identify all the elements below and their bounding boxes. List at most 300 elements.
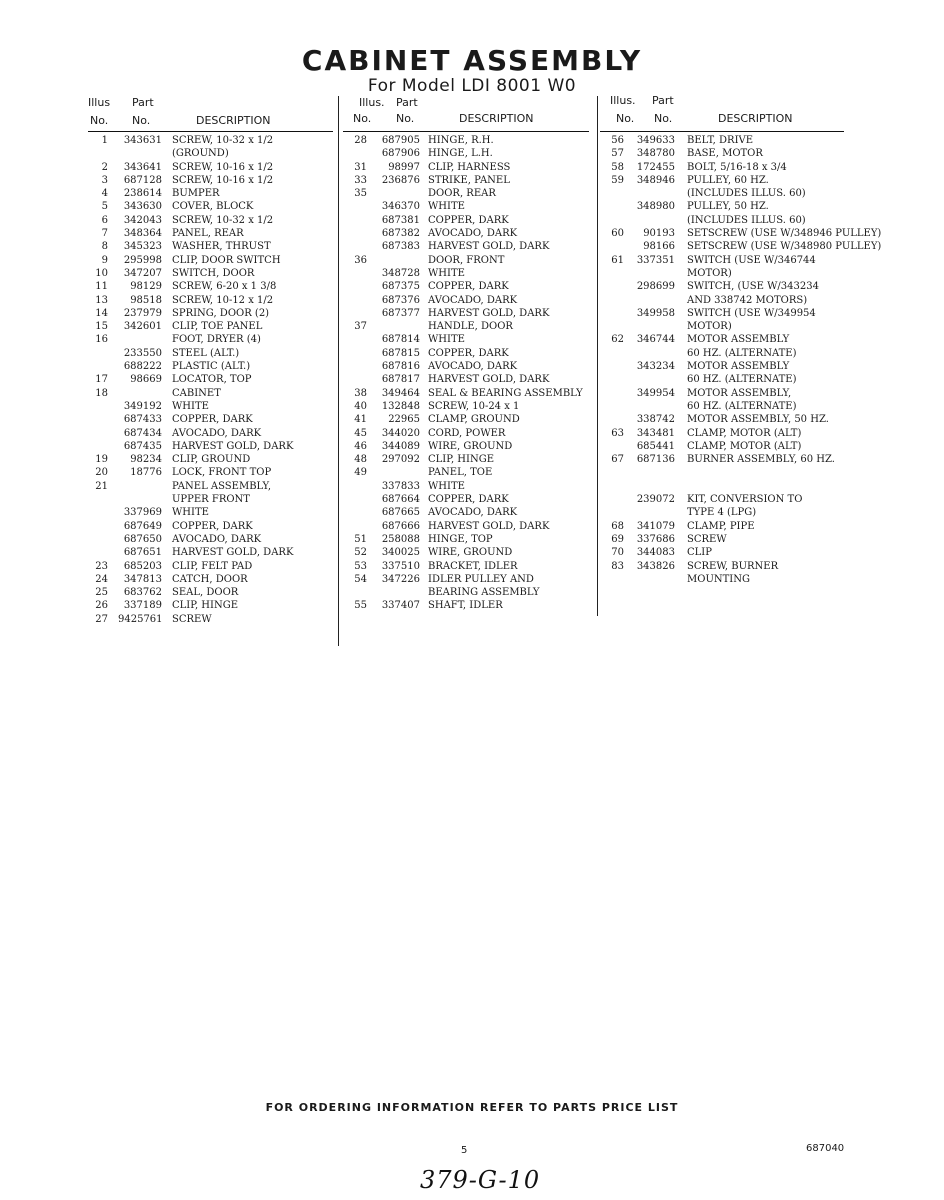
part-description: LOCATOR, TOP [172, 374, 252, 386]
part-description: PULLEY, 50 HZ. [687, 201, 769, 213]
illus-number: 51 [354, 533, 367, 545]
part-description: HARVEST GOLD, DARK [172, 547, 294, 559]
part-description: CLIP, FELT PAD [172, 560, 253, 572]
page-title: CABINET ASSEMBLY [301, 44, 643, 77]
part-number: 343234 [636, 361, 675, 373]
description-header: DESCRIPTION [196, 114, 271, 127]
part-number: 683762 [123, 587, 162, 599]
parts-row [343, 240, 589, 253]
part-description: SEAL & BEARING ASSEMBLY [428, 387, 583, 399]
part-description: BASE, MOTOR [687, 148, 763, 160]
part-number: 688222 [123, 361, 162, 373]
part-description: CORD, POWER [428, 427, 506, 439]
part-number: 132848 [381, 400, 420, 412]
illus-number: 48 [354, 454, 367, 466]
parts-row [88, 520, 333, 533]
part-number: 98669 [130, 374, 162, 386]
parts-row [343, 187, 589, 200]
parts-row [88, 214, 333, 227]
parts-row [600, 347, 890, 360]
parts-row [600, 440, 890, 453]
parts-row [343, 161, 589, 174]
part-number: 90193 [643, 228, 675, 240]
part-description: AVOCADO, DARK [172, 427, 262, 439]
parts-column-1 [88, 94, 333, 626]
illus-no-header: No. [353, 112, 372, 125]
part-number: 345323 [123, 241, 162, 253]
description-header: DESCRIPTION [459, 112, 534, 125]
illus-number: 4 [101, 188, 108, 200]
parts-row [88, 307, 333, 320]
part-description: HARVEST GOLD, DARK [428, 241, 550, 253]
part-description: 60 HZ. (ALTERNATE) [687, 374, 797, 386]
illus-number: 40 [354, 400, 367, 412]
part-description: CLIP, HINGE [428, 454, 495, 466]
part-description: COVER, BLOCK [172, 201, 254, 213]
part-number: 687375 [381, 281, 420, 293]
part-description: SCREW, BURNER [687, 560, 779, 572]
part-number: 687376 [381, 294, 420, 306]
part-description: COPPER, DARK [428, 214, 509, 226]
parts-row [600, 560, 890, 573]
part-description: KIT, CONVERSION TO [687, 494, 803, 506]
part-description: (INCLUDES ILLUS. 60) [687, 214, 806, 226]
part-description: SCREW [687, 533, 727, 545]
parts-row [600, 373, 890, 386]
part-description: WHITE [428, 201, 465, 213]
parts-row [343, 267, 589, 280]
part-description: WIRE, GROUND [428, 440, 513, 452]
illus-number: 9 [101, 254, 108, 266]
part-description: MOTOR ASSEMBLY, [687, 387, 792, 399]
part-description: MOTOR) [687, 321, 732, 333]
part-description: BEARING ASSEMBLY [428, 587, 540, 599]
parts-row [343, 599, 589, 612]
part-number: 685203 [123, 560, 162, 572]
parts-row [343, 147, 589, 160]
part-number: 347207 [123, 267, 162, 279]
parts-row [88, 267, 333, 280]
part-description: CLIP, HINGE [172, 600, 239, 612]
part-description: COPPER, DARK [428, 494, 509, 506]
part-description: MOTOR) [687, 267, 732, 279]
part-description: CLIP [687, 547, 712, 559]
illus-number: 27 [95, 613, 108, 625]
column-divider-1 [338, 96, 339, 646]
parts-row [343, 333, 589, 346]
part-number: 687816 [381, 361, 420, 373]
part-description: PANEL, REAR [172, 228, 244, 240]
part-number: 342043 [123, 214, 162, 226]
part-header: Part [652, 94, 674, 107]
part-number: 342601 [123, 321, 162, 333]
parts-row [88, 613, 333, 626]
parts-row [88, 599, 333, 612]
column-divider-2 [597, 96, 598, 616]
parts-row [88, 200, 333, 213]
part-description: HANDLE, DOOR [428, 321, 513, 333]
parts-row [343, 254, 589, 267]
parts-row [600, 280, 890, 293]
part-number: 687815 [381, 347, 420, 359]
illus-number: 62 [611, 334, 624, 346]
parts-row [343, 453, 589, 466]
handwritten-note: 379-G-10 [420, 1166, 541, 1194]
illus-number: 5 [101, 201, 108, 213]
parts-row [600, 413, 890, 426]
part-description: WHITE [428, 480, 465, 492]
part-number: 685441 [636, 440, 675, 452]
part-description: WHITE [172, 507, 209, 519]
parts-row [600, 254, 890, 267]
illus-number: 70 [611, 547, 624, 559]
parts-row [343, 373, 589, 386]
part-number: 687128 [123, 174, 162, 186]
part-description: SETSCREW (USE W/348980 PULLEY) [687, 241, 882, 253]
part-number: 237979 [123, 307, 162, 319]
part-description: SCREW, 10-24 x 1 [428, 400, 520, 412]
part-description: MOTOR ASSEMBLY, 50 HZ. [687, 414, 829, 426]
part-no-header: No. [132, 114, 151, 127]
part-description: BELT, DRIVE [687, 135, 754, 146]
part-description: CLIP, HARNESS [428, 161, 511, 173]
part-number: 349958 [636, 307, 675, 319]
part-description: HINGE, L.H. [428, 148, 493, 160]
part-description: CLAMP, GROUND [428, 414, 520, 426]
illus-number: 11 [95, 281, 108, 293]
parts-row [343, 573, 589, 586]
part-description: CLAMP, PIPE [687, 520, 755, 532]
part-description: UPPER FRONT [172, 494, 250, 506]
description-header: DESCRIPTION [718, 112, 793, 125]
illus-number: 45 [354, 427, 367, 439]
part-number: 346370 [381, 201, 420, 213]
parts-row [600, 453, 890, 466]
illus-number: 60 [611, 228, 624, 240]
part-description: SCREW [172, 613, 212, 625]
parts-row [600, 134, 890, 147]
part-number: 347226 [381, 573, 420, 585]
illus-number: 24 [95, 573, 108, 585]
parts-row [600, 227, 890, 240]
illus-number: 23 [95, 560, 108, 572]
part-number: 341079 [636, 520, 675, 532]
part-number: 340025 [381, 547, 420, 559]
parts-row [88, 333, 333, 346]
parts-row [88, 187, 333, 200]
illus-number: 41 [354, 414, 367, 426]
part-number: 687382 [381, 228, 420, 240]
parts-row [88, 480, 333, 493]
illus-number: 15 [95, 321, 108, 333]
part-number: 343641 [123, 161, 162, 173]
illus-number: 25 [95, 587, 108, 599]
parts-row [600, 307, 890, 320]
part-description: AVOCADO, DARK [428, 361, 518, 373]
part-number: 348728 [381, 267, 420, 279]
part-description: SPRING, DOOR (2) [172, 307, 270, 319]
illus-number: 36 [354, 254, 367, 266]
part-number: 687814 [381, 334, 420, 346]
parts-row [343, 174, 589, 187]
illus-number: 20 [95, 467, 108, 479]
parts-row [88, 453, 333, 466]
part-number: 687383 [381, 241, 420, 253]
part-description: SWITCH (USE W/349954 [687, 307, 816, 319]
parts-row [343, 214, 589, 227]
part-description: PANEL ASSEMBLY, [172, 480, 272, 492]
column-header [88, 94, 333, 134]
part-number: 687665 [381, 507, 420, 519]
part-number: 98518 [130, 294, 162, 306]
parts-row [343, 440, 589, 453]
part-number: 687433 [123, 414, 162, 426]
part-description: STEEL (ALT.) [172, 347, 240, 359]
parts-row [343, 586, 589, 599]
illus-number: 37 [354, 321, 367, 333]
illus-number: 18 [95, 387, 108, 399]
part-description: (GROUND) [172, 148, 229, 160]
part-number: 349192 [123, 400, 162, 412]
part-number: 337407 [381, 600, 420, 612]
part-number: 344089 [381, 440, 420, 452]
header-rule [88, 131, 333, 132]
illus-number: 19 [95, 454, 108, 466]
parts-row [343, 480, 589, 493]
part-number: 337833 [381, 480, 420, 492]
part-header: Part [132, 96, 154, 109]
part-number: 18776 [130, 467, 162, 479]
part-description: CATCH, DOOR [172, 573, 248, 585]
parts-row [600, 546, 890, 559]
part-description: WHITE [172, 400, 209, 412]
header-rule [343, 131, 589, 132]
illus-number: 10 [95, 267, 108, 279]
part-number: 233550 [123, 347, 162, 359]
part-no-header: No. [396, 112, 415, 125]
illus-number: 63 [611, 427, 624, 439]
ordering-note: FOR ORDERING INFORMATION REFER TO PARTS PRICE LIST [265, 1101, 679, 1114]
parts-row [600, 240, 890, 253]
document-number: 687040 [806, 1143, 845, 1154]
part-number: 687666 [381, 520, 420, 532]
illus-number: 46 [354, 440, 367, 452]
parts-row [88, 466, 333, 479]
parts-row [343, 200, 589, 213]
part-number: 98997 [388, 161, 420, 173]
part-number: 687905 [381, 135, 420, 146]
part-description: WASHER, THRUST [172, 241, 271, 253]
illus-no-header: No. [90, 114, 109, 127]
illus-number: 67 [611, 454, 624, 466]
parts-row [343, 493, 589, 506]
parts-row [600, 480, 890, 493]
part-description: STRIKE, PANEL [428, 174, 510, 186]
part-description: MOUNTING [687, 573, 750, 585]
part-description: SETSCREW (USE W/348946 PULLEY) [687, 228, 882, 240]
part-description: TYPE 4 (LPG) [687, 507, 757, 519]
part-description: DOOR, REAR [428, 188, 496, 200]
parts-row [88, 360, 333, 373]
parts-row [343, 466, 589, 479]
part-description: BRACKET, IDLER [428, 560, 518, 572]
part-number: 295998 [123, 254, 162, 266]
illus-number: 56 [611, 135, 624, 146]
part-description: FOOT, DRYER (4) [172, 334, 261, 346]
parts-row [600, 147, 890, 160]
illus-number: 57 [611, 148, 624, 160]
part-description: SCREW, 10-16 x 1/2 [172, 161, 274, 173]
part-number: 22965 [388, 414, 420, 426]
parts-row [600, 360, 890, 373]
part-number: 297092 [381, 454, 420, 466]
part-number: 343826 [636, 560, 675, 572]
illus-number: 3 [101, 174, 108, 186]
part-number: 172455 [636, 161, 675, 173]
parts-row [88, 506, 333, 519]
part-number: 343631 [123, 135, 162, 146]
illus-header: Illus. [610, 94, 636, 107]
part-number: 687381 [381, 214, 420, 226]
parts-row [600, 466, 890, 479]
part-description: PANEL, TOE [428, 467, 493, 479]
part-number: 298699 [636, 281, 675, 293]
illus-number: 54 [354, 573, 367, 585]
part-description: (INCLUDES ILLUS. 60) [687, 188, 806, 200]
part-description: MOTOR ASSEMBLY [687, 361, 790, 373]
parts-row [600, 520, 890, 533]
parts-rows [343, 134, 589, 613]
part-description: SCREW, 10-12 x 1/2 [172, 294, 274, 306]
part-description: HINGE, TOP [428, 533, 493, 545]
part-description: CLAMP, MOTOR (ALT) [687, 440, 802, 452]
part-number: 337351 [636, 254, 675, 266]
parts-row [343, 533, 589, 546]
illus-header: Illus. [359, 96, 385, 109]
parts-row [600, 400, 890, 413]
part-description: LOCK, FRONT TOP [172, 467, 272, 479]
part-description: MOTOR ASSEMBLY [687, 334, 790, 346]
parts-row [343, 134, 589, 147]
part-description: DOOR, FRONT [428, 254, 505, 266]
parts-row [343, 307, 589, 320]
parts-row [343, 320, 589, 333]
part-description: 60 HZ. (ALTERNATE) [687, 347, 797, 359]
part-description: COPPER, DARK [428, 281, 509, 293]
part-number: 338742 [636, 414, 675, 426]
parts-row [88, 573, 333, 586]
part-number: 349464 [381, 387, 420, 399]
illus-number: 35 [354, 188, 367, 200]
part-description: BUMPER [172, 188, 220, 200]
parts-column-3 [600, 94, 890, 586]
illus-number: 68 [611, 520, 624, 532]
parts-rows [600, 134, 890, 586]
illus-no-header: No. [616, 112, 635, 125]
part-number: 687434 [123, 427, 162, 439]
part-number: 236876 [381, 174, 420, 186]
parts-row [88, 320, 333, 333]
parts-row [600, 187, 890, 200]
illus-number: 8 [101, 241, 108, 253]
illus-number: 31 [354, 161, 367, 173]
part-description: WHITE [428, 267, 465, 279]
part-description: SWITCH (USE W/346744 [687, 254, 816, 266]
parts-row [343, 387, 589, 400]
part-number: 343481 [636, 427, 675, 439]
parts-row [88, 280, 333, 293]
parts-row [600, 214, 890, 227]
parts-row [88, 413, 333, 426]
parts-row [600, 333, 890, 346]
part-number: 687136 [636, 454, 675, 466]
part-description: HARVEST GOLD, DARK [172, 440, 294, 452]
illus-number: 16 [95, 334, 108, 346]
parts-row [600, 506, 890, 519]
part-number: 349633 [636, 135, 675, 146]
part-number: 239072 [636, 494, 675, 506]
part-number: 347813 [123, 573, 162, 585]
column-header [600, 94, 890, 134]
illus-number: 38 [354, 387, 367, 399]
part-description: HARVEST GOLD, DARK [428, 374, 550, 386]
part-description: SHAFT, IDLER [428, 600, 503, 612]
part-description: AVOCADO, DARK [428, 294, 518, 306]
part-number: 687649 [123, 520, 162, 532]
parts-row [88, 227, 333, 240]
illus-number: 59 [611, 174, 624, 186]
illus-number: 49 [354, 467, 367, 479]
illus-number: 61 [611, 254, 624, 266]
part-number: 344020 [381, 427, 420, 439]
part-number: 337686 [636, 533, 675, 545]
illus-number: 2 [101, 161, 108, 173]
part-description: SEAL, DOOR [172, 587, 239, 599]
illus-header: Illus [88, 96, 111, 109]
illus-number: 58 [611, 161, 624, 173]
part-number: 687906 [381, 148, 420, 160]
parts-row [600, 294, 890, 307]
part-description: HINGE, R.H. [428, 135, 494, 146]
part-number: 344083 [636, 547, 675, 559]
parts-row [600, 161, 890, 174]
part-description: SCREW, 10-32 x 1/2 [172, 214, 274, 226]
model-subtitle: For Model LDI 8001 W0 [367, 76, 577, 96]
part-number: 337189 [123, 600, 162, 612]
part-number: 348780 [636, 148, 675, 160]
part-number: 348364 [123, 228, 162, 240]
parts-row [600, 533, 890, 546]
part-number: 687650 [123, 533, 162, 545]
part-description: AND 338742 MOTORS) [687, 294, 808, 306]
part-description: CLAMP, MOTOR (ALT) [687, 427, 802, 439]
parts-row [343, 520, 589, 533]
parts-rows [88, 134, 333, 626]
part-description: SWITCH, DOOR [172, 267, 255, 279]
parts-row [600, 174, 890, 187]
part-description: WHITE [428, 334, 465, 346]
illus-number: 14 [95, 307, 108, 319]
part-description: PLASTIC (ALT.) [172, 361, 251, 373]
part-description: HARVEST GOLD, DARK [428, 520, 550, 532]
part-description: 60 HZ. (ALTERNATE) [687, 400, 797, 412]
parts-row [88, 294, 333, 307]
part-description: SCREW, 6-20 x 1 3/8 [172, 281, 277, 293]
parts-row [343, 294, 589, 307]
part-number: 343630 [123, 201, 162, 213]
parts-row [600, 573, 890, 586]
parts-row [600, 320, 890, 333]
